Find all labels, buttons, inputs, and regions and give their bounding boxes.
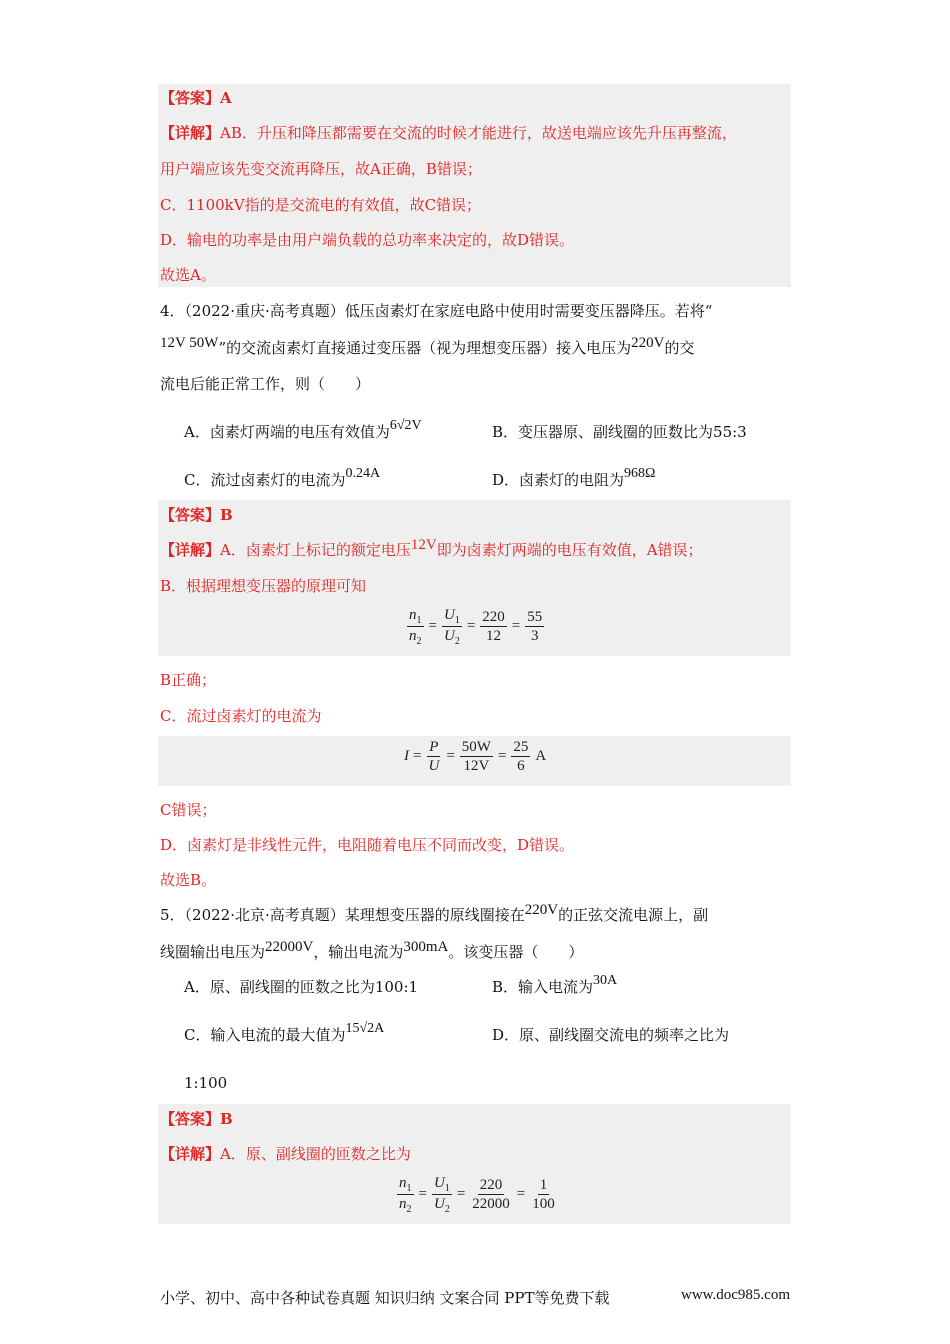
option-4b: B．变压器原、副线圈的匝数比为55:3 [492,423,747,441]
option-5b: B．输入电流为30A [492,973,618,996]
footer-site-link[interactable]: www.doc985.com [680,1287,790,1303]
question-4-stem-1: 4．（2022·重庆·高考真题）低压卤素灯在家庭电路中使用时需要变压器降压。若将“ [160,302,713,320]
detail-q5-line-1: 【详解】A．原、副线圈的匝数之比为 [160,1145,411,1163]
option-4c: C．流过卤素灯的电流为0.24A [184,466,381,489]
choose-line-q3: 故选A。 [160,266,216,284]
formula-turns-ratio-q4: $\frac{n_1}{n_2}$ = $\frac{U_1}{U_2}$ = $\frac{220}{12}$ = $\frac{55}{3}$ [409,607,543,647]
footer-text: 小学、初中、高中各种试卷真题 知识归纳 文案合同 PPT等免费下载 [160,1289,610,1307]
option-5a: A．原、副线圈的匝数之比为100:1 [184,978,419,996]
question-5-stem-2: 线圈输出电压为22000V，输出电流为300mA。该变压器（ ） [160,939,584,961]
formula-current-q4: I = $\frac{P}{U}$ = $\frac{50W}{12V}$ = $\frac{25}{6}$ A [404,739,547,774]
option-5c: C．输入电流的最大值为15√2A [184,1021,385,1044]
detail-line-3: C．1100kV指的是交流电的有效值，故C错误； [160,196,482,214]
choose-line-q4: 故选B。 [160,871,217,889]
detail-q4-line-2: B．根据理想变压器的原理可知 [160,577,367,595]
detail-q4-line-1: 【详解】A．卤素灯上标记的额定电压12V即为卤素灯两端的电压有效值，A错误； [160,537,703,559]
answer-line-q4: 【答案】B [160,506,233,524]
detail-line-2: 用户端应该先变交流再降压，故A正确，B错误； [160,160,482,178]
answer-block-q3 [158,84,791,287]
b-correct-line: B正确； [160,671,217,689]
page-footer [160,1287,790,1308]
answer-line-q3: 【答案】A [160,89,232,107]
option-4a: A．卤素灯两端的电压有效值为6√2V [184,418,422,441]
detail-line-4: D．输电的功率是由用户端负载的总功率来决定的，故D错误。 [160,231,575,249]
d-line-q4: D．卤素灯是非线性元件，电阻随着电压不同而改变，D错误。 [160,836,575,854]
formula-turns-ratio-q5: $\frac{n_1}{n_2}$ = $\frac{U_1}{U_2}$ = $\frac{220}{22000}$ = $\frac{1}{100}$ [399,1175,555,1215]
question-4-stem-2: 12V 50W”的交流卤素灯直接通过变压器（视为理想变压器）接入电压为220V的交 [160,335,695,357]
option-5d-tail: 1:100 [184,1074,228,1092]
option-4d: D．卤素灯的电阻为968Ω [492,466,656,489]
answer-line-q5: 【答案】B [160,1110,233,1128]
question-5-stem-1: 5．（2022·北京·高考真题）某理想变压器的原线圈接在220V的正弦交流电源上，副 [160,902,709,924]
question-4-stem-3: 流电后能正常工作，则（ ） [160,375,371,393]
detail-line-1: 【详解】AB．升压和降压都需要在交流的时候才能进行，故送电端应该先升压再整流， [160,124,737,142]
option-5d: D．原、副线圈交流电的频率之比为 [492,1026,730,1044]
c-wrong-line: C错误； [160,801,217,819]
c-current-line: C．流过卤素灯的电流为 [160,707,322,725]
